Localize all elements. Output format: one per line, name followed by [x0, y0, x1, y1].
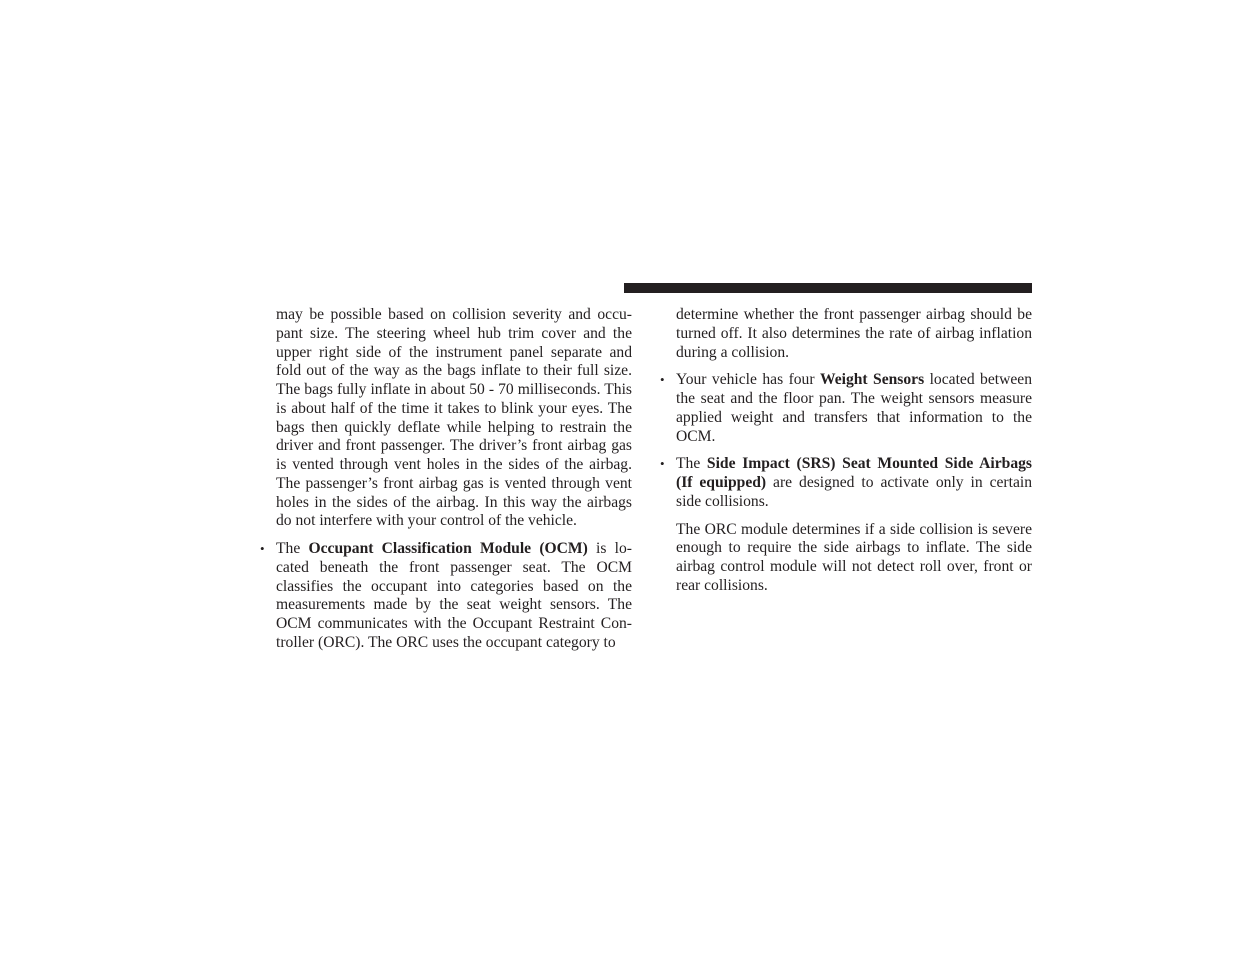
left-paragraph: may be possible based on collision severity and occupant size. The steering wheel hub trim cover and the upper right side of the instrument panel separate and fold out of the way as the bags inflate to their full size. The bags fully inflate in about 50 - 70 milliseconds. This is about half of the time it takes to blink your eyes. The bags then quickly deflate while helping to restrain the driver and front passenger. The driver’s front airbag gas is vented through vent holes in the sides of the airbag. The passenger’s front airbag gas is vented through vent holes in the sides of the airbag. In this way the airbags do not interfere with your control of the vehicle.	[276, 306, 632, 530]
bullet-icon: •	[260, 541, 265, 556]
bullet-icon: •	[660, 372, 665, 388]
bullet-item-weight-sensors: • Your vehicle has four Weight Sensors located between the seat and the floor pan. The weight sensors measure applied weight and transfers that information to the OCM.	[660, 371, 1032, 445]
bullet-item-ocm: • The Occupant Classification Module (OCM) is located beneath the front passenger seat. The OCM classifies the occupant into categories based on the measurements made by the seat weight sensors. The OCM communicates with the Occupant Restraint Controller (ORC). The ORC uses the occupant category to	[260, 540, 632, 651]
bullet-icon: •	[660, 456, 665, 472]
right-paragraph: determine whether the front passenger airbag should be turned off. It also determines the rate of airbag inflation during a collision.	[676, 306, 1032, 361]
right-column	[660, 306, 1032, 596]
bullet-item-side-airbags: • The Side Impact (SRS) Seat Mounted Side Airbags (If equipped) are designed to activate only in certain side collisions. The ORC module determines if a side collision is severe enough to require the side airbags to inflate. The side airbag control module will not detect roll over, front or rear collisions.	[660, 455, 1032, 594]
bold-term: Side Impact (SRS) Seat Mounted Side Airbags (If equipped)	[676, 455, 1032, 491]
bold-term: Occupant Classification Module (OCM)	[308, 540, 588, 557]
bullet-subparagraph: The ORC module determines if a side collision is severe enough to require the side airbags to inflate. The side airbag control module will not detect roll over, front or rear collisions.	[676, 520, 1032, 594]
left-column	[260, 306, 632, 653]
section-header-bar	[624, 283, 1032, 293]
bold-term: Weight Sensors	[819, 371, 925, 389]
